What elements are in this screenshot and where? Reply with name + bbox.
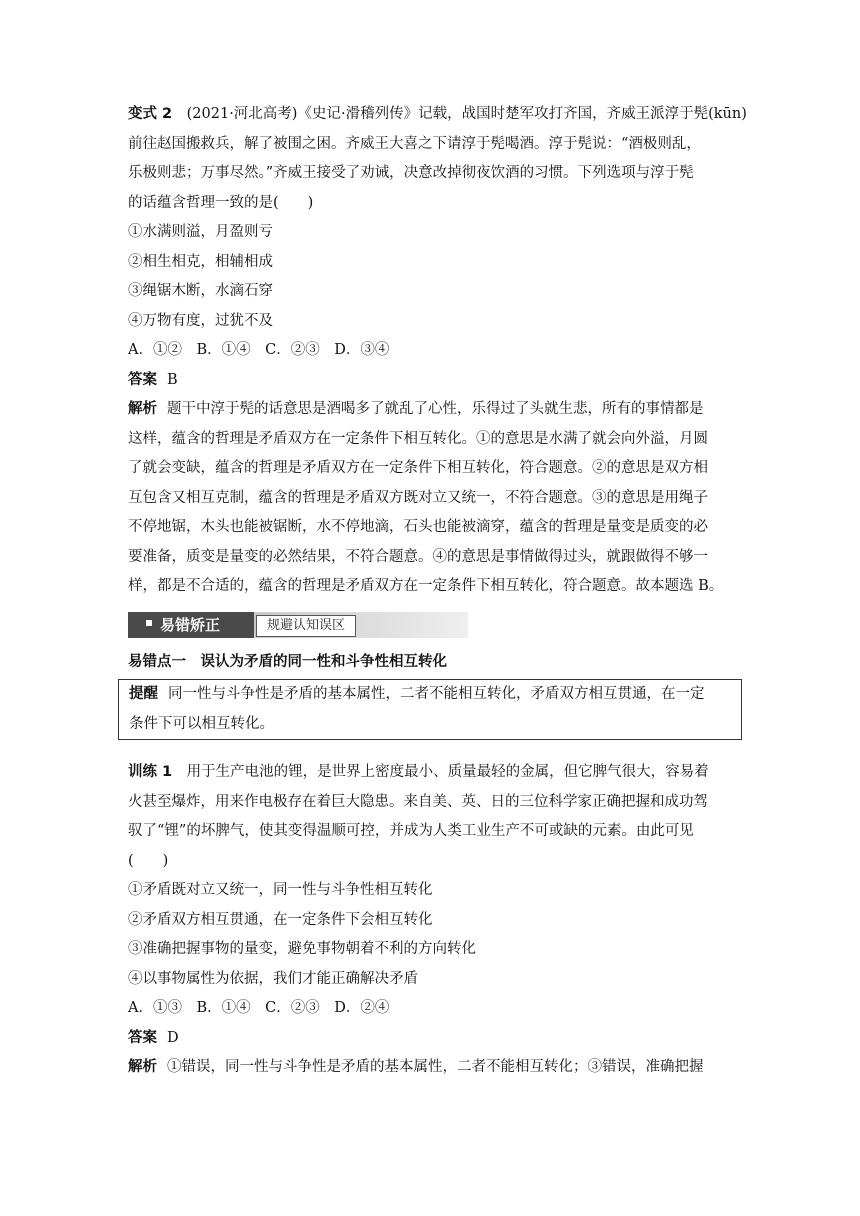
banner-title-block (128, 612, 254, 638)
training1-answer-label: 答案 (128, 1029, 157, 1046)
square-bullet-icon (146, 620, 152, 626)
answer-label: 答案 (128, 371, 157, 388)
tip-line-1 (129, 680, 731, 710)
training1-text: 用于生产电池的锂，是世界上密度最小、质量最轻的金属，但它脾气很大，容易着 (186, 764, 709, 780)
variant2-choices: A．①② B．①④ C．②③ D．③④ (128, 342, 390, 358)
banner-title: 易错矫正 (160, 615, 221, 634)
training1-option-3: ③准确把握事物的量变，避免事物朝着不利的方向转化 (128, 941, 476, 957)
tip-text: 同一性与斗争性是矛盾的基本属性，二者不能相互转化，矛盾双方相互贯通，在一定 (168, 686, 705, 702)
tip-label: 提醒 (129, 686, 158, 702)
training1-line-2: 火甚至爆炸，用来作电极存在着巨大隐患。来自美、英、日的三位科学家正确把握和成功驾 (128, 793, 708, 810)
variant2-option-4: ④万物有度，过犹不及 (128, 312, 273, 329)
training1-analysis-text: ①错误，同一性与斗争性是矛盾的基本属性，二者不能相互转化；③错误，准确把握 (167, 1059, 704, 1075)
variant2-analysis-line-4: 互包含又相互克制，蕴含的哲理是矛盾双方既对立又统一，不符合题意。③的意思是用绳子 (128, 489, 708, 506)
variant2-line-1 (128, 100, 747, 130)
training1-line-3: 驭了“锂”的坏脾气，使其变得温顺可控，并成为人类工业生产不可或缺的元素。由此可见 (128, 823, 694, 839)
variant2-analysis-line-3: 了就会变缺，蕴含的哲理是矛盾双方在一定条件下相互转化，符合题意。②的意思是双方相 (128, 460, 708, 476)
training1-answer-value: D (167, 1029, 179, 1046)
training1-option-4: ④以事物属性为依据，我们才能正确解决矛盾 (128, 970, 418, 987)
variant2-analysis-line-5: 不停地锯，木头也能被锯断，水不停地滴，石头也能被滴穿，蕴含的哲理是量变是质变的必 (128, 519, 708, 535)
variant2-option-1: ①水满则溢，月盈则亏 (128, 224, 273, 240)
variant2-line-4: 的话蕴含哲理一致的是( ) (128, 194, 314, 211)
variant2-analysis-line-2: 这样，蕴含的哲理是矛盾双方在一定条件下相互转化。①的意思是水满了就会向外溢，月圆 (128, 430, 708, 447)
training1-analysis-line-1 (128, 1053, 740, 1083)
variant2-analysis-line-6: 要准备，质变是量变的必然结果，不符合题意。④的意思是事情做得过头，就跟做得不够一 (128, 548, 708, 565)
training1-option-2: ②矛盾双方相互贯通，在一定条件下会相互转化 (128, 911, 433, 928)
banner-gradient (254, 612, 468, 638)
analysis-label: 解析 (128, 401, 157, 417)
training1-line-1 (128, 758, 740, 788)
variant2-answer (128, 366, 740, 396)
tip-line-2: 条件下可以相互转化。 (129, 715, 274, 732)
banner-tag: 规避认知误区 (256, 615, 356, 637)
variant2-line-2: 前往赵国搬救兵，解了被围之困。齐威王大喜之下请淳于髡喝酒。淳于髡说：“酒极则乱， (128, 135, 701, 152)
tip-box (118, 679, 742, 740)
variant2-label: 变式 2 (128, 106, 173, 122)
training1-analysis-label: 解析 (128, 1059, 157, 1075)
document-page (128, 100, 747, 1083)
error-point-heading: 易错点一 误认为矛盾的同一性和斗争性相互转化 (128, 653, 447, 670)
training1-answer (128, 1024, 740, 1054)
section-banner (128, 612, 468, 638)
training1-option-1: ①矛盾既对立又统一，同一性与斗争性相互转化 (128, 882, 433, 898)
training1-line-4: ( ) (128, 852, 169, 869)
variant2-option-3: ③绳锯木断，水滴石穿 (128, 283, 273, 299)
answer-value: B (167, 371, 178, 388)
training1-label: 训练 1 (128, 764, 173, 780)
variant2-text: (2021·河北高考)《史记·滑稽列传》记载，战国时楚军攻打齐国，齐威王派淳于髡(kūn) (186, 106, 747, 122)
variant2-option-2: ②相生相克，相辅相成 (128, 253, 273, 270)
analysis-text: 题干中淳于髡的话意思是酒喝多了就乱了心性，乐得过了头就生悲，所有的事情都是 (167, 401, 704, 417)
variant2-analysis-line-1 (128, 395, 740, 425)
variant2-analysis-line-7: 样，都是不合适的，蕴含的哲理是矛盾双方在一定条件下相互转化，符合题意。故本题选 B。 (128, 578, 724, 594)
variant2-line-3: 乐极则悲；万事尽然。”齐威王接受了劝诫，决意改掉彻夜饮酒的习惯。下列选项与淳于髡 (128, 165, 694, 181)
training1-choices: A．①③ B．①④ C．②③ D．②④ (128, 1000, 390, 1016)
